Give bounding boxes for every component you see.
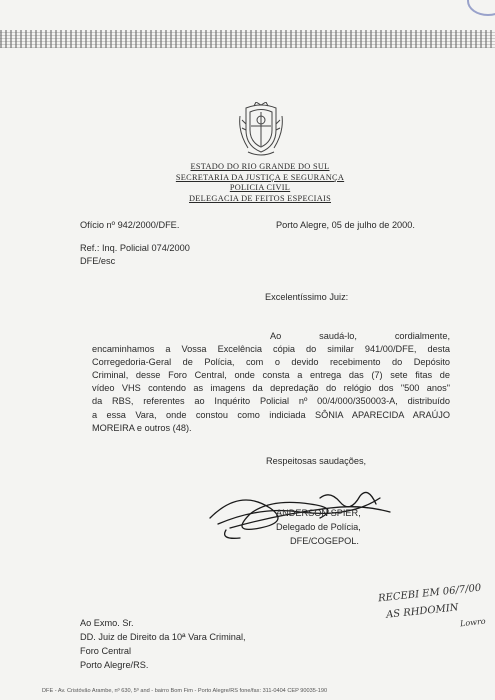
letter-body [92,330,450,435]
salutation: Excelentíssimo Juiz: [265,292,349,302]
addressee-salutation: Ao Exmo. Sr. [80,618,134,628]
body-line: a essa Vara, onde constou como indiciada SÔNIA APARECIDA ARAÚJO [92,409,450,420]
body-line: encaminhamos a Vossa Excelência cópia do similar 941/00/DFE, desta [92,344,450,355]
oficio-number: Ofício nº 942/2000/DFE. [80,220,180,230]
body-line: Corregedoria-Geral de Polícia, com o devido recebimento do Depósito [92,357,450,368]
body-line: da RBS, referentes ao Inquérito Policial nº 00/4/000/350003-A, distribuído [92,396,450,407]
closing: Respeitosas saudações, [266,456,367,466]
addressee-city: Porto Alegre/RS. [80,660,149,670]
state-coat-of-arms-icon [238,102,284,156]
handwritten-initials: Lowro [459,616,487,629]
signatory-title: Delegado de Polícia, [276,522,361,532]
partial-stamp [467,0,495,16]
signatory-unit: DFE/COGEPOL. [290,536,359,546]
letter-date: Porto Alegre, 05 de julho de 2000. [276,220,415,230]
body-line: Criminal, desse Foro Central, onde consta a entrega das (7) sete fitas de [92,370,450,381]
letterhead-police: POLICIA CIVIL [229,183,291,192]
handwritten-time: AS RHDOMIN [385,602,460,621]
scan-noise-band [0,30,495,48]
reference-line: Ref.: Inq. Policial 074/2000 [80,243,190,253]
signatory-name: ANDERSON SPIER, [276,508,361,518]
handwritten-receipt: RECEBI EM 06/7/00 [377,582,482,605]
letterhead-secretariat: SECRETARIA DA JUSTIÇA E SEGURANÇA [175,172,345,182]
addressee-court: Foro Central [80,646,132,656]
body-line: vídeo VHS contendo as imagens da depredação do relógio dos "500 anos" [92,383,450,394]
body-line: Ao saudá-lo, cordialmente, [270,331,450,341]
footer-address: DFE - Av. Cristóvão Arambe, nº 630, 5º and - bairro Bom Fim - Porto Alegre/RS fone/fax: 311-0404 CEP 90035-190 [42,688,328,694]
letterhead-state: ESTADO DO RIO GRANDE DO SUL [190,162,330,171]
addressee-judge: DD. Juiz de Direito da 10ª Vara Criminal, [80,632,246,642]
reference-initials: DFE/esc [80,256,116,266]
letterhead-department: DELEGACIA DE FEITOS ESPECIAIS [189,193,331,203]
letterhead [140,162,380,204]
body-line: MOREIRA e outros (48). [92,422,192,433]
